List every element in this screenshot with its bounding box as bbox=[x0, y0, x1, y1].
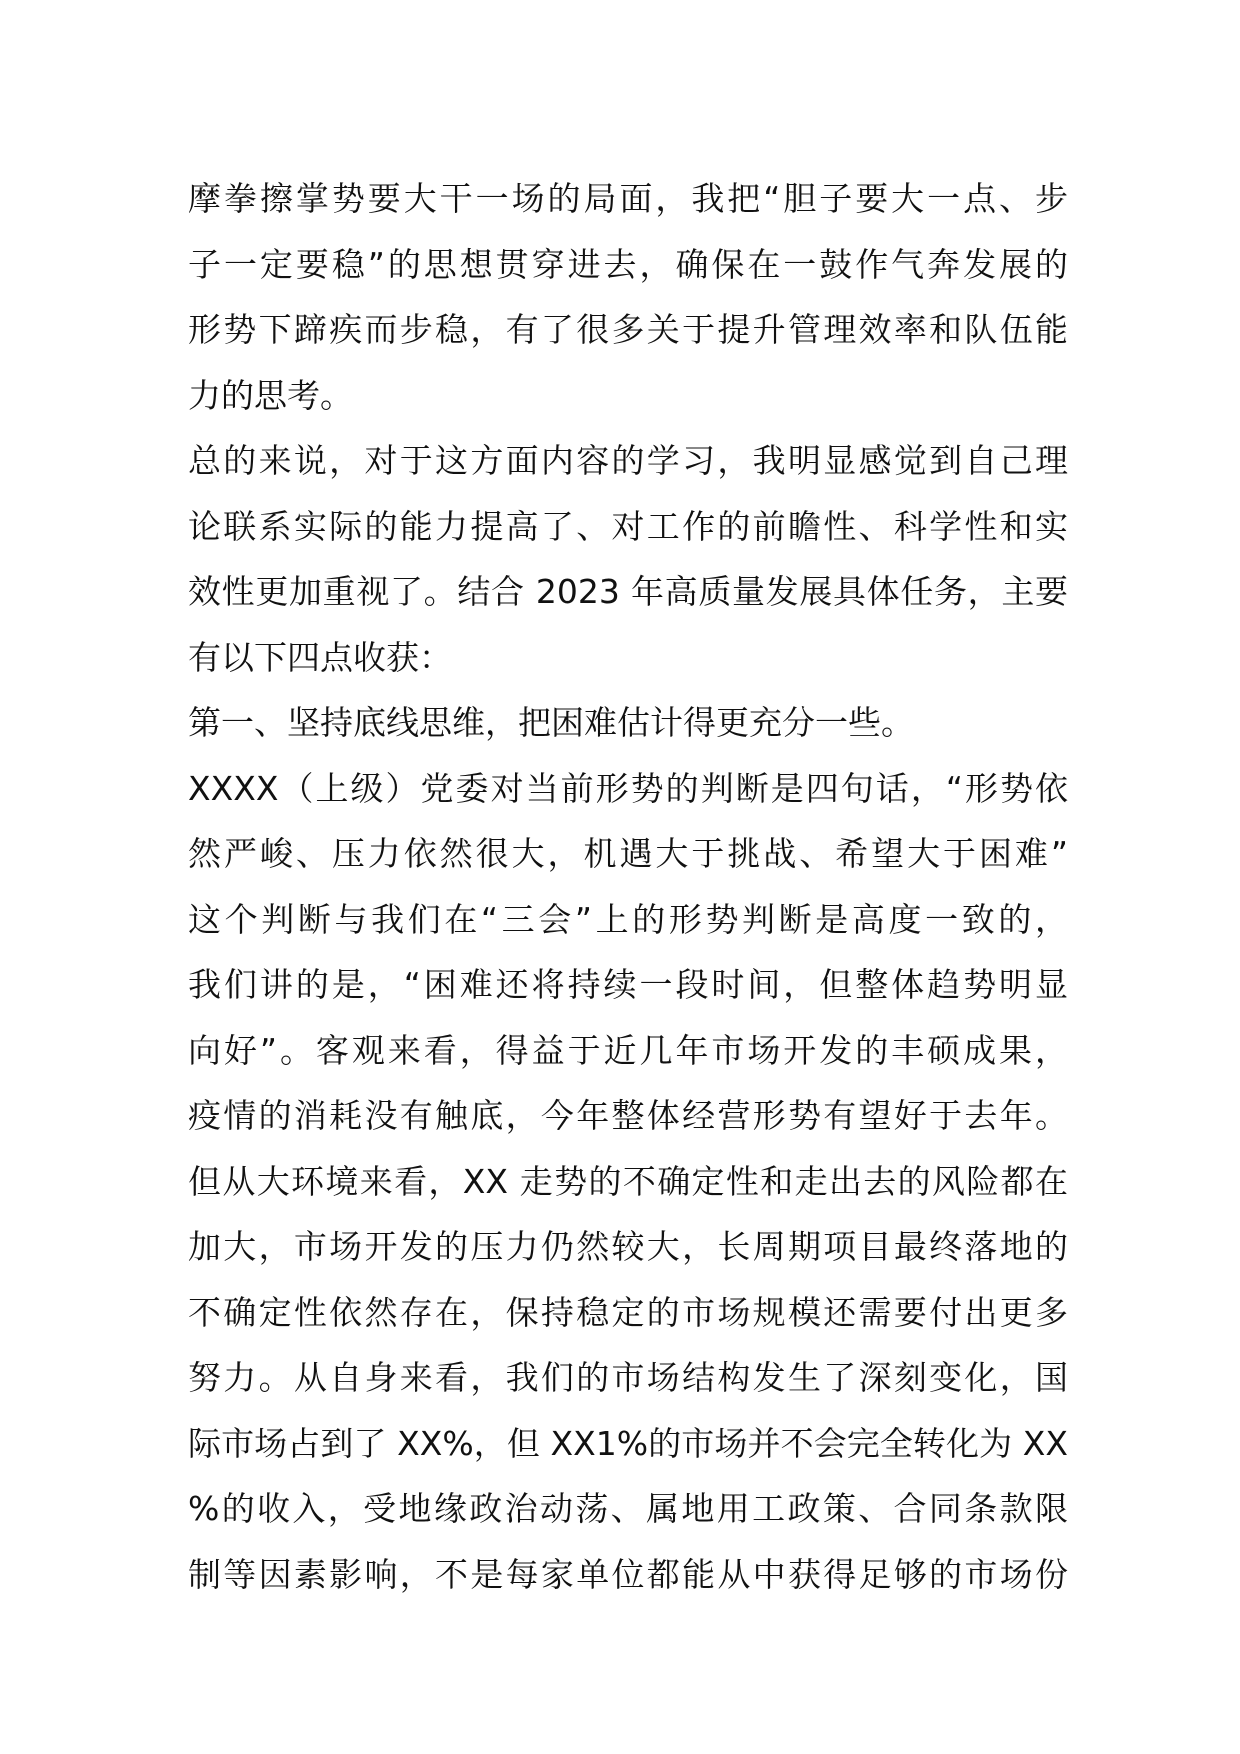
text-line: XXXX（上级）党委对当前形势的判断是四句话，“形势依 bbox=[188, 768, 1068, 808]
text-line: 制等因素影响，不是每家单位都能从中获得足够的市场份 bbox=[188, 1554, 1068, 1594]
text-line: 力的思考。 bbox=[188, 375, 353, 415]
text-line: 加大，市场开发的压力仍然较大，长周期项目最终落地的 bbox=[188, 1227, 1068, 1266]
text-line: 努力。从自身来看，我们的市场结构发生了深刻变化，国 bbox=[188, 1358, 1068, 1397]
section-heading: 第一、坚持底线思维，把困难估计得更充分一些。 bbox=[188, 703, 914, 742]
text-line: 有以下四点收获： bbox=[188, 637, 452, 677]
text-line: 子一定要稳”的思想贯穿进去，确保在一鼓作气奔发展的 bbox=[188, 244, 1068, 284]
text-line: 这个判断与我们在“三会”上的形势判断是高度一致的， bbox=[188, 899, 1068, 939]
text-line: 摩拳擦掌势要大干一场的局面，我把“胆子要大一点、步 bbox=[188, 179, 1068, 218]
text-line: 向好”。客观来看，得益于近几年市场开发的丰硕成果， bbox=[188, 1030, 1068, 1070]
text-line: 总的来说，对于这方面内容的学习，我明显感觉到自己理 bbox=[188, 441, 1068, 480]
text-line: 然严峻、压力依然很大，机遇大于挑战、希望大于困难” bbox=[188, 834, 1068, 873]
text-line: 但从大环境来看，XX 走势的不确定性和走出去的风险都在 bbox=[188, 1161, 1068, 1201]
text-line: 论联系实际的能力提高了、对工作的前瞻性、科学性和实 bbox=[188, 506, 1068, 546]
body-text bbox=[188, 166, 1068, 1607]
text-line: %的收入，受地缘政治动荡、属地用工政策、合同条款限 bbox=[188, 1489, 1068, 1528]
text-line: 形势下蹄疾而步稳，有了很多关于提升管理效率和队伍能 bbox=[188, 310, 1068, 349]
text-line: 际市场占到了 XX%，但 XX1%的市场并不会完全转化为 XX bbox=[188, 1423, 1068, 1463]
text-line: 我们讲的是，“困难还将持续一段时间，但整体趋势明显 bbox=[188, 965, 1068, 1004]
text-line: 效性更加重视了。结合 2023 年高质量发展具体任务，主要 bbox=[188, 572, 1068, 611]
text-line: 疫情的消耗没有触底，今年整体经营形势有望好于去年。 bbox=[188, 1096, 1068, 1135]
text-line: 不确定性依然存在，保持稳定的市场规模还需要付出更多 bbox=[188, 1292, 1068, 1332]
